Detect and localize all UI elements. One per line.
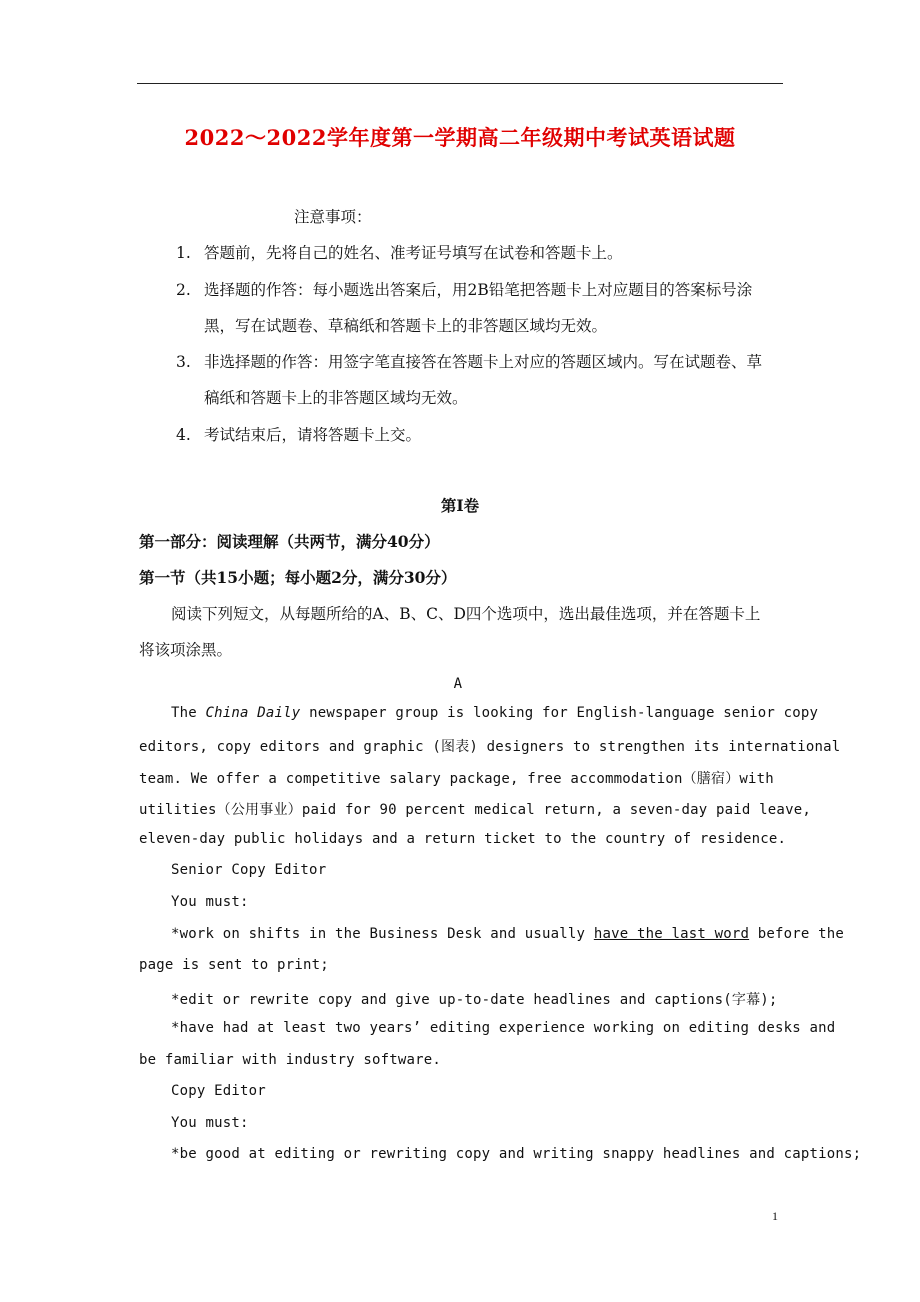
volume-heading: 第I卷 bbox=[440, 496, 480, 515]
copy-bullet-1: *be good at editing or rewriting copy and writing snappy headlines and captions; bbox=[171, 1146, 862, 1162]
notice-heading: 注意事项： bbox=[294, 208, 372, 226]
senior-must: You must: bbox=[171, 894, 249, 910]
senior-editor-heading: Senior Copy Editor bbox=[171, 862, 327, 878]
passage-label: A bbox=[453, 676, 463, 692]
intro-line-2: editors, copy editors and graphic (图表) designers to strengthen its international bbox=[139, 739, 841, 755]
instruction-line-1: 阅读下列短文，从每题所给的A、B、C、D四个选项中，选出最佳选项，并在答题卡上 bbox=[171, 605, 761, 623]
intro-line-5: eleven-day public holidays and a return ticket to the country of residence. bbox=[139, 831, 787, 847]
header-rule bbox=[137, 83, 783, 84]
senior-bullet-3-cont: be familiar with industry software. bbox=[139, 1052, 442, 1068]
part-heading: 第一部分：阅读理解（共两节，满分40分） bbox=[139, 532, 440, 551]
senior-bullet-1-cont: page is sent to print; bbox=[139, 957, 329, 973]
section-heading: 第一节（共15小题；每小题2分，满分30分） bbox=[139, 568, 457, 587]
intro-line-4: utilities（公用事业）paid for 90 percent medical return, a seven-day paid leave, bbox=[139, 802, 811, 818]
copy-editor-heading: Copy Editor bbox=[171, 1083, 266, 1099]
senior-bullet-1: *work on shifts in the Business Desk and usually have the last word before the bbox=[171, 926, 845, 942]
notice-item-2-cont: 黑，写在试题卷、草稿纸和答题卡上的非答题区域均无效。 bbox=[204, 317, 608, 335]
senior-bullet-3: *have had at least two years’ editing experience working on editing desks and bbox=[171, 1020, 836, 1036]
instruction-line-2: 将该项涂黑。 bbox=[139, 641, 233, 659]
exam-title: 2022～2022学年度第一学期高二年级期中考试英语试题 bbox=[184, 125, 736, 150]
copy-must: You must: bbox=[171, 1115, 249, 1131]
senior-bullet-2: *edit or rewrite copy and give up-to-date headlines and captions(字幕); bbox=[171, 992, 778, 1008]
notice-item-3-cont: 稿纸和答题卡上的非答题区域均无效。 bbox=[204, 389, 468, 407]
notice-item-2: 2. 选择题的作答：每小题选出答案后，用2B铅笔把答题卡上对应题目的答案标号涂 bbox=[176, 281, 753, 299]
intro-line-1: The China Daily newspaper group is looking for English-language senior copy bbox=[171, 705, 819, 721]
notice-item-1: 1. 答题前，先将自己的姓名、准考证号填写在试卷和答题卡上。 bbox=[176, 244, 623, 262]
notice-item-4: 4. 考试结束后，请将答题卡上交。 bbox=[176, 426, 422, 444]
page-number: 1 bbox=[772, 1209, 778, 1223]
intro-line-3: team. We offer a competitive salary package, free accommodation（膳宿）with bbox=[139, 771, 774, 787]
notice-item-3: 3. 非选择题的作答：用签字笔直接答在答题卡上对应的答题区域内。写在试题卷、草 bbox=[176, 353, 763, 371]
